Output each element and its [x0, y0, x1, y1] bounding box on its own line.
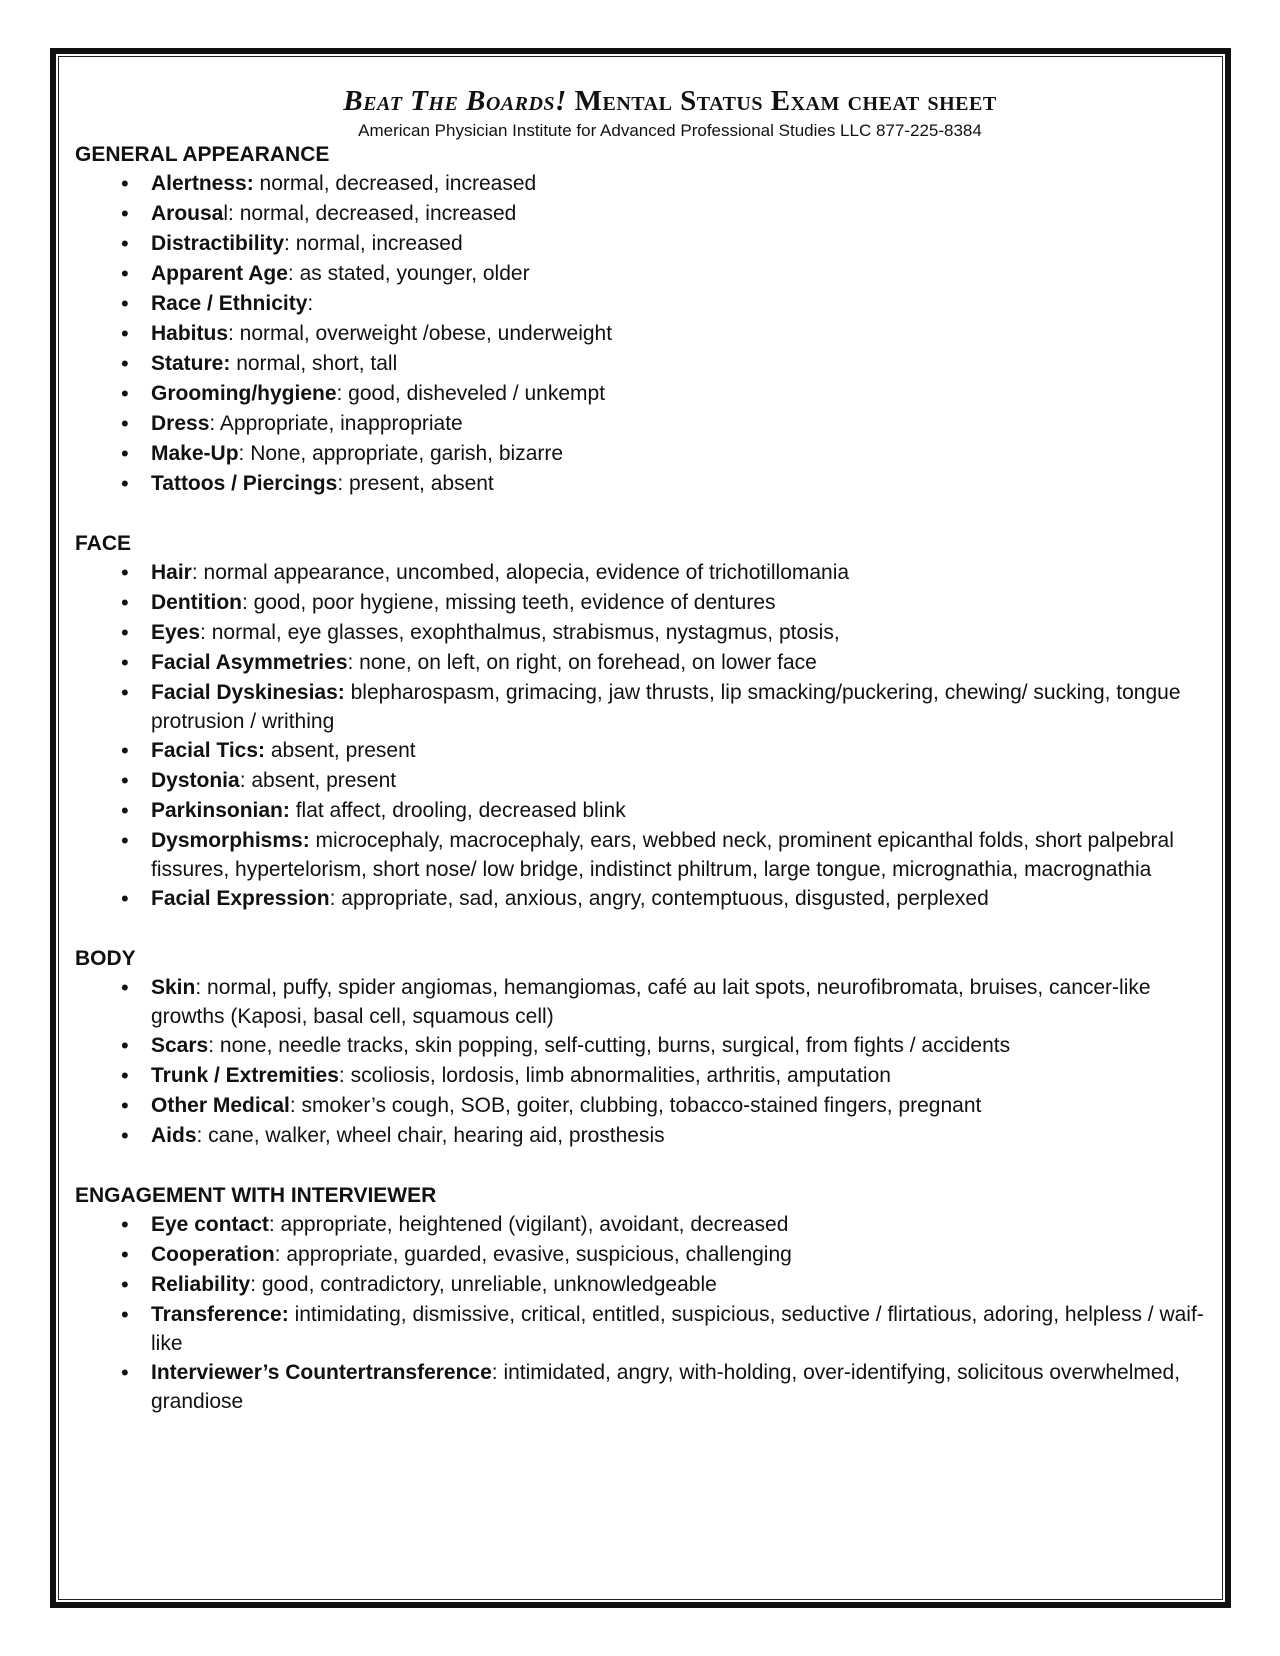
bullet-icon: •: [121, 231, 129, 256]
list-item: [121, 259, 1205, 289]
list-item: [121, 1358, 1205, 1416]
sections-container: [75, 142, 1205, 1416]
item-description: : None, appropriate, garish, bizarre: [238, 442, 564, 465]
list-item: [121, 558, 1205, 588]
bullet-list: [75, 169, 1205, 499]
bullet-icon: •: [121, 886, 129, 911]
list-item: [121, 1270, 1205, 1300]
item-description: :: [307, 292, 314, 315]
item-term: Apparent Age: [151, 262, 288, 285]
bullet-icon: •: [121, 261, 129, 286]
item-term: Transference:: [151, 1303, 289, 1326]
bullet-icon: •: [121, 650, 129, 675]
bullet-icon: •: [121, 1242, 129, 1267]
section-heading: ENGAGEMENT WITH INTERVIEWER: [75, 1184, 437, 1207]
item-term: Arousa: [151, 202, 224, 225]
section-heading: GENERAL APPEARANCE: [75, 143, 330, 166]
item-description: : good, contradictory, unreliable, unknowledgeable: [250, 1273, 717, 1296]
bullet-icon: •: [121, 1063, 129, 1088]
bullet-icon: •: [121, 975, 129, 1000]
item-term: Interviewer’s Countertransference: [151, 1361, 492, 1384]
bullet-icon: •: [121, 738, 129, 763]
item-description: : present, absent: [337, 472, 494, 495]
list-item: [121, 469, 1205, 499]
item-description: : as stated, younger, older: [287, 262, 530, 285]
bullet-icon: •: [121, 1272, 129, 1297]
item-term: Grooming/hygiene: [151, 382, 337, 405]
item-term: Dentition: [151, 591, 242, 614]
list-item: [121, 1031, 1205, 1061]
list-item: [121, 439, 1205, 469]
item-description: : normal, increased: [284, 232, 463, 255]
section-face: [75, 531, 1205, 914]
item-term: Reliability: [151, 1273, 251, 1296]
item-description: : appropriate, guarded, evasive, suspicious, challenging: [274, 1243, 792, 1266]
list-item: [121, 229, 1205, 259]
bullet-icon: •: [121, 471, 129, 496]
bullet-list: [75, 558, 1205, 914]
item-description: absent, present: [265, 739, 416, 762]
item-term: Eyes: [151, 621, 201, 644]
list-item: [121, 289, 1205, 319]
item-description: : normal, puffy, spider angiomas, hemangiomas, café au lait spots, neurofibromata, bruises, cancer-like growths (Kaposi, basal cell, squamous cell): [151, 976, 1151, 1028]
section-body: [75, 946, 1205, 1151]
item-description: : none, needle tracks, skin popping, self-cutting, burns, surgical, from fights / accidents: [208, 1034, 1011, 1057]
item-description: : normal appearance, uncombed, alopecia, evidence of trichotillomania: [191, 561, 850, 584]
item-description: : smoker’s cough, SOB, goiter, clubbing, tobacco-stained fingers, pregnant: [289, 1094, 982, 1117]
item-term: Facial Dyskinesias:: [151, 681, 345, 704]
item-term: Dysmorphisms:: [151, 829, 310, 852]
item-term: Facial Asymmetries: [151, 651, 348, 674]
bullet-icon: •: [121, 1302, 129, 1327]
item-term: Stature:: [151, 352, 231, 375]
list-item: [121, 1091, 1205, 1121]
list-item: [121, 618, 1205, 648]
item-term: Scars: [151, 1034, 209, 1057]
item-description: : intimidated, angry, with-holding, over-identifying, solicitous overwhelmed, grandiose: [151, 1361, 1181, 1413]
item-term: Aids: [151, 1124, 197, 1147]
item-term: Parkinsonian:: [151, 799, 290, 822]
item-description: normal, decreased, increased: [253, 172, 537, 195]
title-brand: Beat The Boards!: [343, 85, 567, 117]
bullet-icon: •: [121, 828, 129, 853]
bullet-icon: •: [121, 351, 129, 376]
item-term: Cooperation: [151, 1243, 275, 1266]
list-item: [121, 826, 1205, 884]
item-term: Tattoos / Piercings: [151, 472, 338, 495]
item-term: Make-Up: [151, 442, 239, 465]
item-term: Dress: [151, 412, 210, 435]
bullet-icon: •: [121, 321, 129, 346]
section-spacer: [75, 1151, 1205, 1183]
item-term: Dystonia: [151, 769, 240, 792]
item-description: : scoliosis, lordosis, limb abnormalities, arthritis, amputation: [338, 1064, 891, 1087]
section-heading: BODY: [75, 947, 136, 970]
bullet-list: [75, 1210, 1205, 1416]
bullet-icon: •: [121, 768, 129, 793]
bullet-icon: •: [121, 1212, 129, 1237]
list-item: [121, 1210, 1205, 1240]
bullet-icon: •: [121, 171, 129, 196]
list-item: [121, 884, 1205, 914]
bullet-icon: •: [121, 1033, 129, 1058]
item-term: Skin: [151, 976, 196, 999]
item-term: Distractibility: [151, 232, 285, 255]
list-item: [121, 379, 1205, 409]
item-term: Habitus: [151, 322, 229, 345]
list-item: [121, 349, 1205, 379]
list-item: [121, 766, 1205, 796]
list-item: [121, 588, 1205, 618]
bullet-icon: •: [121, 1123, 129, 1148]
bullet-icon: •: [121, 1360, 129, 1385]
item-description: : appropriate, heightened (vigilant), avoidant, decreased: [268, 1213, 789, 1236]
bullet-icon: •: [121, 620, 129, 645]
bullet-icon: •: [121, 381, 129, 406]
item-term: Hair: [151, 561, 192, 584]
section-general-appearance: [75, 142, 1205, 499]
bullet-list: [75, 973, 1205, 1151]
list-item: [121, 319, 1205, 349]
item-term: Trunk / Extremities: [151, 1064, 339, 1087]
list-item: [121, 409, 1205, 439]
title-rest: Mental Status Exam cheat sheet: [574, 85, 997, 117]
item-description: : good, disheveled / unkempt: [336, 382, 606, 405]
list-item: [121, 796, 1205, 826]
list-item: [121, 973, 1205, 1031]
list-item: [121, 1061, 1205, 1091]
list-item: [121, 648, 1205, 678]
bullet-icon: •: [121, 798, 129, 823]
item-description: blepharospasm, grimacing, jaw thrusts, lip smacking/puckering, chewing/ sucking, tongue protrusion / writhing: [151, 681, 1181, 733]
section-heading: FACE: [75, 532, 132, 555]
list-item: [121, 736, 1205, 766]
list-item: [121, 678, 1205, 736]
item-term: Other Medical: [151, 1094, 290, 1117]
item-term: Alertness:: [151, 172, 254, 195]
item-description: : absent, present: [239, 769, 397, 792]
cheat-sheet: [75, 84, 1205, 1416]
bullet-icon: •: [121, 291, 129, 316]
item-description: : none, on left, on right, on forehead, on lower face: [347, 651, 817, 674]
section-spacer: [75, 499, 1205, 531]
bullet-icon: •: [121, 411, 129, 436]
item-description: : normal, overweight /obese, underweight: [228, 322, 613, 345]
item-description: flat affect, drooling, decreased blink: [289, 799, 626, 822]
document-title: [135, 84, 1205, 118]
item-description: l: normal, decreased, increased: [223, 202, 517, 225]
list-item: [121, 1300, 1205, 1358]
section-spacer: [75, 914, 1205, 946]
list-item: [121, 1121, 1205, 1151]
item-term: Eye contact: [151, 1213, 269, 1236]
bullet-icon: •: [121, 201, 129, 226]
list-item: [121, 199, 1205, 229]
bullet-icon: •: [121, 680, 129, 705]
item-description: : cane, walker, wheel chair, hearing aid, prosthesis: [196, 1124, 665, 1147]
item-description: : appropriate, sad, anxious, angry, contemptuous, disgusted, perplexed: [329, 887, 989, 910]
bullet-icon: •: [121, 1093, 129, 1118]
item-description: : good, poor hygiene, missing teeth, evidence of dentures: [241, 591, 776, 614]
bullet-icon: •: [121, 590, 129, 615]
item-description: intimidating, dismissive, critical, entitled, suspicious, seductive / flirtatious, adoring, helpless / waif-like: [151, 1303, 1204, 1355]
item-term: Race / Ethnicity: [151, 292, 308, 315]
item-description: normal, short, tall: [230, 352, 398, 375]
list-item: [121, 1240, 1205, 1270]
bullet-icon: •: [121, 560, 129, 585]
publisher-line: American Physician Institute for Advanced Professional Studies LLC 877-225-8384: [358, 121, 982, 140]
section-engagement-with-interviewer: [75, 1183, 1205, 1416]
item-term: Facial Expression: [151, 887, 330, 910]
item-description: microcephaly, macrocephaly, ears, webbed neck, prominent epicanthal folds, short palpebral fissures, hypertelorism, short nose/ low bridge, indistinct philtrum, large tongue, micrognathia, macrognathia: [151, 829, 1174, 881]
item-description: : Appropriate, inappropriate: [209, 412, 463, 435]
item-description: : normal, eye glasses, exophthalmus, strabismus, nystagmus, ptosis,: [200, 621, 840, 644]
bullet-icon: •: [121, 441, 129, 466]
item-term: Facial Tics:: [151, 739, 266, 762]
list-item: [121, 169, 1205, 199]
